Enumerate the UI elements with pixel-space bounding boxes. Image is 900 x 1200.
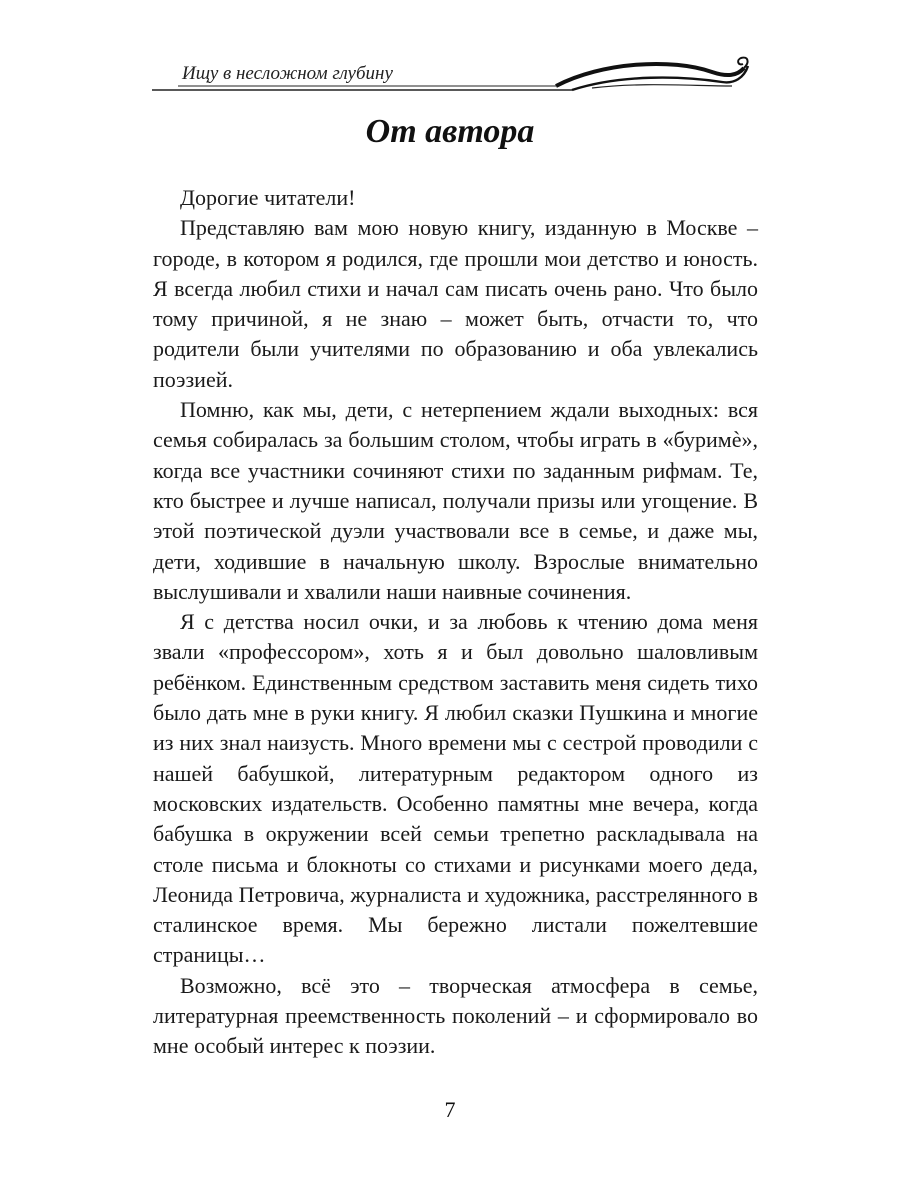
running-header — [152, 52, 752, 98]
paragraph: Дорогие читатели! — [180, 185, 356, 210]
page-number: 7 — [444, 1097, 456, 1122]
running-title: Ищу в несложном глубину — [182, 63, 393, 84]
paragraph: Я с детства носил очки, и за любовь к чтению дома меня звали «профессором», хоть я и был довольно шаловливым ребёнком. Единственным средством заставить меня сидеть тихо было дать мне в руки книгу. Я любил сказки Пушкина и многие из них знал наизусть. Много времени мы с сестрой проводили с нашей бабушкой, литературным редактором одного из московских издательств. Особенно памятны мне вечера, когда бабушка в окружении всей семьи трепетно раскладывала на столе письма и блокноты со стихами и рисунками моего деда, Леонида Петровича, журналиста и художника, расстрелянного в сталинское время. Мы бережно листали пожелтевшие страницы… — [153, 609, 758, 968]
paragraph: Возможно, всё это – творческая атмосфера в семье, литературная преемственность поколений – и сформировало во мне особый интерес к поэзии. — [153, 972, 758, 1059]
chapter-title: От автора — [365, 113, 535, 150]
paragraph: Представляю вам мою новую книгу, изданную в Москве – городе, в котором я родился, где прошли мои детство и юность. Я всегда любил стихи и начал сам писать очень рано. Что было тому причиной, я не знаю – может быть, отчасти то, что родители были учителями по образованию и оба увлекались поэзией. — [153, 215, 758, 392]
body-text — [153, 183, 758, 1062]
paragraph: Помню, как мы, дети, с нетерпением ждали выходных: вся семья собиралась за большим столом, чтобы играть в «буримѐ», когда все участники сочиняют стихи по заданным рифмам. Те, кто быстрее и лучше написал, получали призы или угощение. В этой поэтической дуэли участвовали все в семье, и даже мы, дети, ходившие в начальную школу. Взрослые внимательно выслушивали и хвалили наши наивные сочинения. — [153, 397, 758, 604]
